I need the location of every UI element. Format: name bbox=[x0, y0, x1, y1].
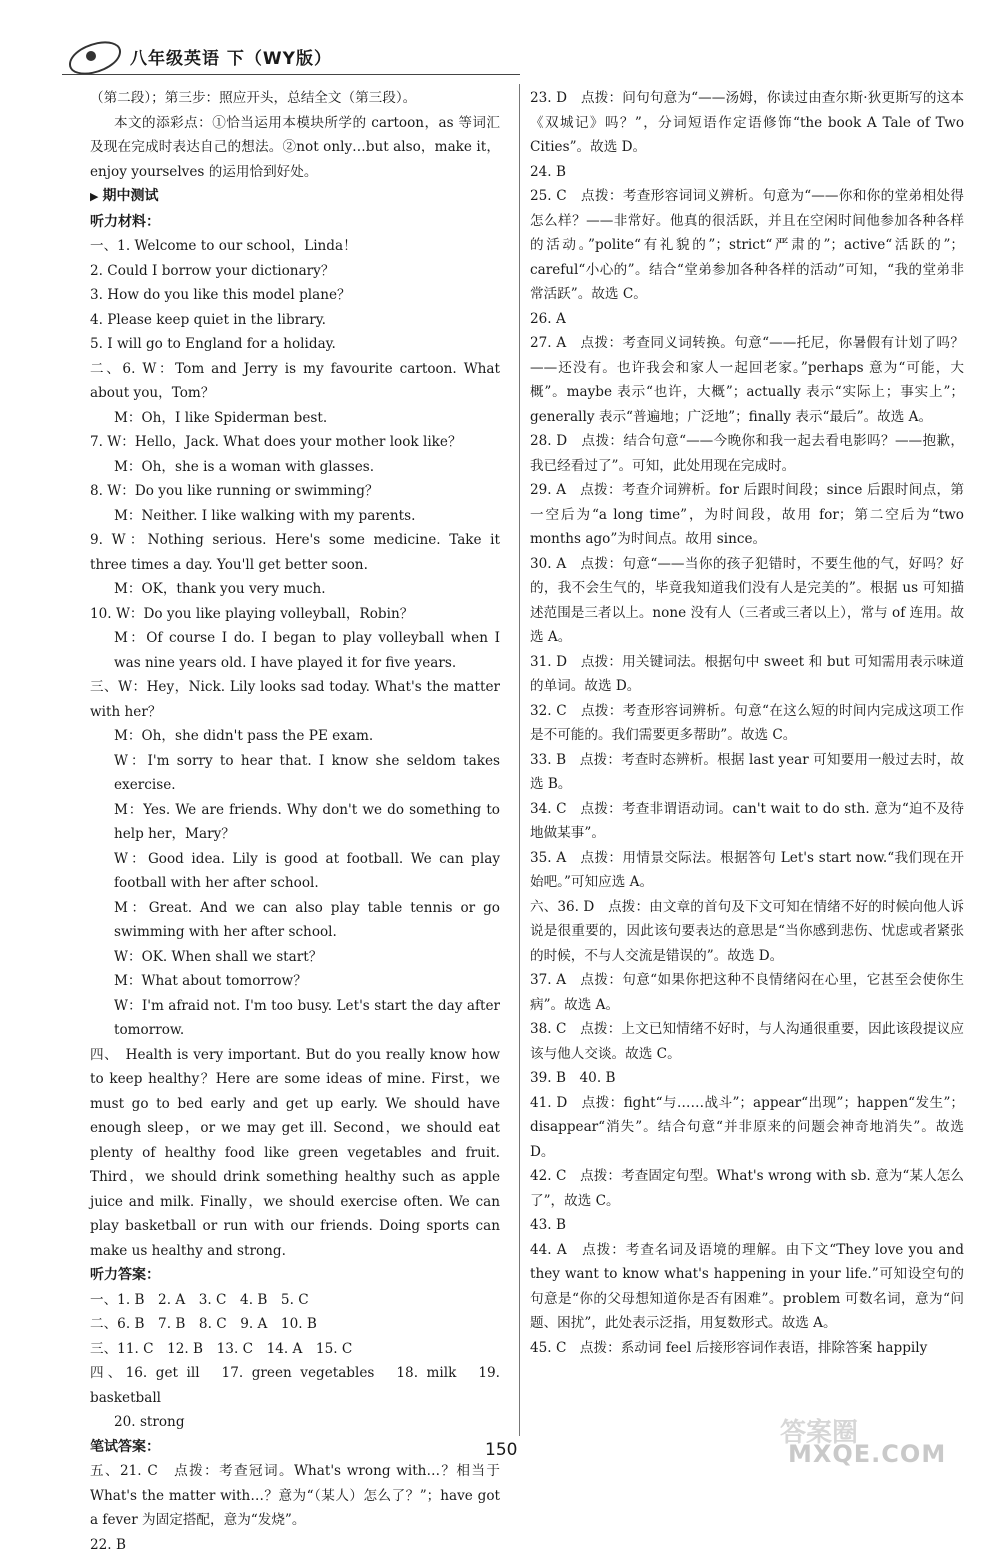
left-column-text: （第二段）；第三步：照应开头，总结全文（第三段）。 bbox=[90, 90, 416, 106]
left-column-text: 本文的添彩点：①恰当运用本模块所学的 cartoon，as 等词汇及现在完成时表达自己的想法。②not only…but also，make it，enjoy yourselves 的运用恰到好处。 bbox=[90, 115, 500, 180]
left-column-text: 9. W：Nothing serious. Here's some medicine. Take it three times a day. You'll get better soon. bbox=[90, 532, 500, 573]
left-column-text: 四、16. get ill 17. green vegetables 18. milk 19. basketball bbox=[90, 1365, 500, 1406]
right-column-text: 38. C 点拨：上文已知情绪不好时，与人沟通很重要，因此该段提议应该与他人交谈。故选 C。 bbox=[530, 1021, 964, 1062]
right-column-paragraph bbox=[530, 650, 964, 699]
left-column-paragraph bbox=[90, 234, 500, 259]
right-column-paragraph bbox=[530, 1238, 964, 1336]
left-column-text: 7. W：Hello，Jack. What does your mother look like？ bbox=[90, 434, 462, 450]
left-column-paragraph bbox=[90, 749, 500, 798]
left-column-paragraph bbox=[90, 847, 500, 896]
left-column-text: 2. Could I borrow your dictionary？ bbox=[90, 263, 334, 279]
right-column-paragraph bbox=[530, 699, 964, 748]
left-column-text: 五、21. C 点拨：考查冠词。What's wrong with…？相当于 What's the matter with…？意为“（某人）怎么了？”；have got a fever 为固定搭配，意为“发烧”。 bbox=[90, 1463, 500, 1528]
page-header bbox=[62, 40, 332, 72]
left-column-paragraph bbox=[90, 111, 500, 185]
left-column-paragraph bbox=[90, 479, 500, 504]
left-column-text: W：I'm afraid not. I'm too busy. Let's start the day after tomorrow. bbox=[114, 998, 500, 1039]
right-column-text: 27. A 点拨：考查同义词转换。句意“——托尼，你暑假有计划了吗？——还没有。也许我会和家人一起回老家。”perhaps 意为“可能，大概”。maybe 表示“也许，大概”；actually 表示“实际上；事实上”；generally 表示“普遍地；广泛地”；finally 表示“最后”。故选 A。 bbox=[530, 335, 964, 425]
right-column-paragraph bbox=[530, 1066, 964, 1091]
left-column-text: 听力材料： bbox=[90, 214, 160, 230]
right-column-paragraph bbox=[530, 895, 964, 969]
right-column-paragraph bbox=[530, 797, 964, 846]
right-column-text: 34. C 点拨：考查非谓语动词。can't wait to do sth. 意为“迫不及待地做某事”。 bbox=[530, 801, 964, 842]
section-marker-icon: ▶ bbox=[90, 190, 98, 203]
left-column-text: M：What about tomorrow？ bbox=[114, 973, 307, 989]
left-column-paragraph bbox=[90, 969, 500, 994]
right-column-paragraph bbox=[530, 307, 964, 332]
left-column-text: M：OK，thank you very much. bbox=[114, 581, 326, 597]
left-column-paragraph bbox=[90, 1043, 500, 1264]
left-column-text: W：OK. When shall we start？ bbox=[114, 949, 322, 965]
book-logo-icon bbox=[62, 41, 124, 71]
left-column-text: 二、6. W：Tom and Jerry is my favourite cartoon. What about you，Tom？ bbox=[90, 361, 500, 402]
column-divider bbox=[519, 84, 520, 1436]
left-column-text: 3. How do you like this model plane？ bbox=[90, 287, 351, 303]
right-column-text: 33. B 点拨：考查时态辨析。根据 last year 可知要用一般过去时，故选 B。 bbox=[530, 752, 964, 793]
left-column-text: M：Of course I do. I began to play volleyball when I was nine years old. I have played it for five years. bbox=[114, 630, 500, 671]
left-column-paragraph bbox=[90, 1361, 500, 1410]
left-column-paragraph bbox=[90, 332, 500, 357]
left-column-text: 二、6. B 7. B 8. C 9. A 10. B bbox=[90, 1316, 317, 1332]
left-column-text: 4. Please keep quiet in the library. bbox=[90, 312, 326, 328]
left-column-paragraph bbox=[90, 994, 500, 1043]
left-column-text: M：Yes. We are friends. Why don't we do something to help her，Mary？ bbox=[114, 802, 500, 843]
right-column-text: 25. C 点拨：考查形容词词义辨析。句意为“——你和你的堂弟相处得怎么样？——非常好。他真的很活跃，并且在空闲时间他参加各种各样的活动。”polite“有礼貌的”；strict“严肃的”；active“活跃的”；careful“小心的”。结合“堂弟参加各种各样的活动”可知，“我的堂弟非常活跃”。故选 C。 bbox=[530, 188, 964, 302]
left-column-paragraph bbox=[90, 577, 500, 602]
right-column-paragraph bbox=[530, 1164, 964, 1213]
right-column-paragraph bbox=[530, 1017, 964, 1066]
right-column-paragraph bbox=[530, 478, 964, 552]
watermark-url: MXQE.COM bbox=[788, 1440, 946, 1468]
right-column-text: 45. C 点拨：系动词 feel 后接形容词作表语，排除答案 happily bbox=[530, 1340, 927, 1356]
right-column-text: 37. A 点拨：句意“如果你把这种不良情绪闷在心里，它甚至会使你生病”。故选 A。 bbox=[530, 972, 964, 1013]
right-column-text: 31. D 点拨：用关键词法。根据句中 sweet 和 but 可知需用表示味道的单词。故选 D。 bbox=[530, 654, 964, 695]
left-column bbox=[90, 86, 500, 1557]
left-column-paragraph bbox=[90, 1312, 500, 1337]
left-column-paragraph bbox=[90, 455, 500, 480]
right-column-text: 30. A 点拨：句意“——当你的孩子犯错时，不要生他的气，好吗？好的，我不会生气的，毕竟我知道我们没有人是完美的”。根据 us 可知描述范围是三者以上。none 没有人（三者或三者以上），常与 of 连用。故选 A。 bbox=[530, 556, 964, 646]
left-column-text: 听力答案： bbox=[90, 1267, 160, 1283]
right-column-paragraph bbox=[530, 86, 964, 160]
left-column-text: 5. I will go to England for a holiday. bbox=[90, 336, 336, 352]
left-column-paragraph bbox=[90, 798, 500, 847]
left-column-paragraph bbox=[90, 86, 500, 111]
left-column-paragraph bbox=[90, 1263, 500, 1288]
left-column-paragraph bbox=[90, 675, 500, 724]
right-column-paragraph bbox=[530, 552, 964, 650]
left-column-paragraph bbox=[90, 308, 500, 333]
left-column-paragraph bbox=[90, 626, 500, 675]
right-column-text: 39. B 40. B bbox=[530, 1070, 615, 1086]
left-column-text: M：Oh，I like Spiderman best. bbox=[114, 410, 327, 426]
left-column-text: W：I'm sorry to hear that. I know she seldom takes exercise. bbox=[114, 753, 500, 794]
right-column-paragraph bbox=[530, 846, 964, 895]
right-column-text: 41. D 点拨：fight“与……战斗”；appear“出现”；happen“发生”；disappear“消失”。结合句意“并非原来的问题会神奇地消失”。故选 D。 bbox=[530, 1095, 964, 1160]
right-column-paragraph bbox=[530, 748, 964, 797]
right-column-text: 28. D 点拨：结合句意“——今晚你和我一起去看电影吗？——抱歉，我已经看过了”。可知，此处用现在完成时。 bbox=[530, 433, 964, 474]
left-column-paragraph bbox=[90, 504, 500, 529]
left-column-paragraph bbox=[90, 724, 500, 749]
header-rule bbox=[62, 74, 520, 75]
left-column-text: W：Good idea. Lily is good at football. We can play football with her after school. bbox=[114, 851, 500, 892]
right-column-paragraph bbox=[530, 184, 964, 307]
left-column-text: M：Oh，she didn't pass the PE exam. bbox=[114, 728, 373, 744]
right-column-paragraph bbox=[530, 1336, 964, 1361]
right-column-paragraph bbox=[530, 968, 964, 1017]
left-column-text: 期中测试 bbox=[102, 188, 158, 204]
left-column-text: 一、1. Welcome to our school，Linda！ bbox=[90, 238, 357, 254]
right-column-text: 六、36. D 点拨：由文章的首句及下文可知在情绪不好的时候向他人诉说是很重要的，因此该句要表达的意思是“当你感到悲伤、忧虑或者紧张的时候，不与人交流是错误的”。故选 D。 bbox=[530, 899, 964, 964]
watermark-logo: 答案圈 bbox=[780, 1412, 858, 1449]
left-column-text: 8. W：Do you like running or swimming？ bbox=[90, 483, 379, 499]
right-column-paragraph bbox=[530, 160, 964, 185]
left-column-paragraph bbox=[90, 357, 500, 406]
left-column-paragraph bbox=[90, 1533, 500, 1557]
right-column-text: 24. B bbox=[530, 164, 566, 180]
left-column-text: 四、 Health is very important. But do you really know how to keep healthy？Here are some ideas of mine. First，we must go to bed early and get up early. We should have enough sleep，or we may get ill. Second，we should eat plenty of healthy food like green vegetables and fruit. Third，we should drink something healthy such as apple juice and milk. Finally，we should exercise often. We can play basketball or run with our friends. Doing sports can make us healthy and strong. bbox=[90, 1047, 500, 1259]
left-column-paragraph bbox=[90, 528, 500, 577]
right-column-text: 42. C 点拨：考查固定句型。What's wrong with sb. 意为“某人怎么了”，故选 C。 bbox=[530, 1168, 964, 1209]
left-column-text: 一、1. B 2. A 3. C 4. B 5. C bbox=[90, 1292, 309, 1308]
left-column-paragraph bbox=[90, 283, 500, 308]
left-column-paragraph bbox=[90, 259, 500, 284]
right-column-paragraph bbox=[530, 331, 964, 429]
right-column bbox=[530, 86, 964, 1360]
left-column-paragraph bbox=[90, 945, 500, 970]
right-column-paragraph bbox=[530, 1091, 964, 1165]
right-column-text: 43. B bbox=[530, 1217, 566, 1233]
left-column-paragraph bbox=[90, 1435, 500, 1460]
left-column-paragraph bbox=[90, 1410, 500, 1435]
left-column-paragraph bbox=[90, 430, 500, 455]
left-column-paragraph bbox=[90, 1288, 500, 1313]
left-column-text: 三、11. C 12. B 13. C 14. A 15. C bbox=[90, 1341, 352, 1357]
right-column-text: 26. A bbox=[530, 311, 566, 327]
left-column-text: 20. strong bbox=[114, 1414, 185, 1430]
left-column-text: M：Oh，she is a woman with glasses. bbox=[114, 459, 374, 475]
page-number: 150 bbox=[485, 1440, 517, 1460]
left-column-text: 三、W：Hey，Nick. Lily looks sad today. What's the matter with her？ bbox=[90, 679, 500, 720]
left-column-text: M：Neither. I like walking with my parents. bbox=[114, 508, 415, 524]
left-column-paragraph bbox=[90, 1337, 500, 1362]
right-column-paragraph bbox=[530, 429, 964, 478]
left-column-paragraph bbox=[90, 406, 500, 431]
left-column-paragraph bbox=[90, 210, 500, 235]
left-column-text: 22. B bbox=[90, 1537, 126, 1553]
left-column-text: M：Great. And we can also play table tennis or go swimming with her after school. bbox=[114, 900, 500, 941]
right-column-paragraph bbox=[530, 1213, 964, 1238]
left-column-paragraph bbox=[90, 896, 500, 945]
right-column-text: 35. A 点拨：用情景交际法。根据答句 Let's start now.“我们现在开始吧。”可知应选 A。 bbox=[530, 850, 964, 891]
left-column-text: 笔试答案： bbox=[90, 1439, 160, 1455]
left-column-text: 10. W：Do you like playing volleyball，Robin？ bbox=[90, 606, 413, 622]
right-column-text: 29. A 点拨：考查介词辨析。for 后跟时间段；since 后跟时间点，第一空后为“a long time”，为时间段，故用 for；第二空后为“two months ago”为时间点。故用 since。 bbox=[530, 482, 964, 547]
right-column-text: 44. A 点拨：考查名词及语境的理解。由下文“They love you and they want to know what's happening in your life.”可知设空句的句意是“你的父母想知道你是否有困难”。problem 可数名词，意为“问题、困扰”，此处表示泛指，用复数形式。故选 A。 bbox=[530, 1242, 964, 1332]
left-column-paragraph bbox=[90, 602, 500, 627]
right-column-text: 32. C 点拨：考查形容词辨析。句意“在这么短的时间内完成这项工作是不可能的。我们需要更多帮助”。故选 C。 bbox=[530, 703, 964, 744]
book-title: 八年级英语 下（WY版） bbox=[130, 44, 332, 69]
left-column-paragraph bbox=[90, 184, 500, 210]
right-column-text: 23. D 点拨：问句句意为“——汤姆，你读过由查尔斯·狄更斯写的这本《双城记》吗？”，分词短语作定语修饰“the book A Tale of Two Cities”。故选 D。 bbox=[530, 90, 964, 155]
left-column-paragraph bbox=[90, 1459, 500, 1533]
